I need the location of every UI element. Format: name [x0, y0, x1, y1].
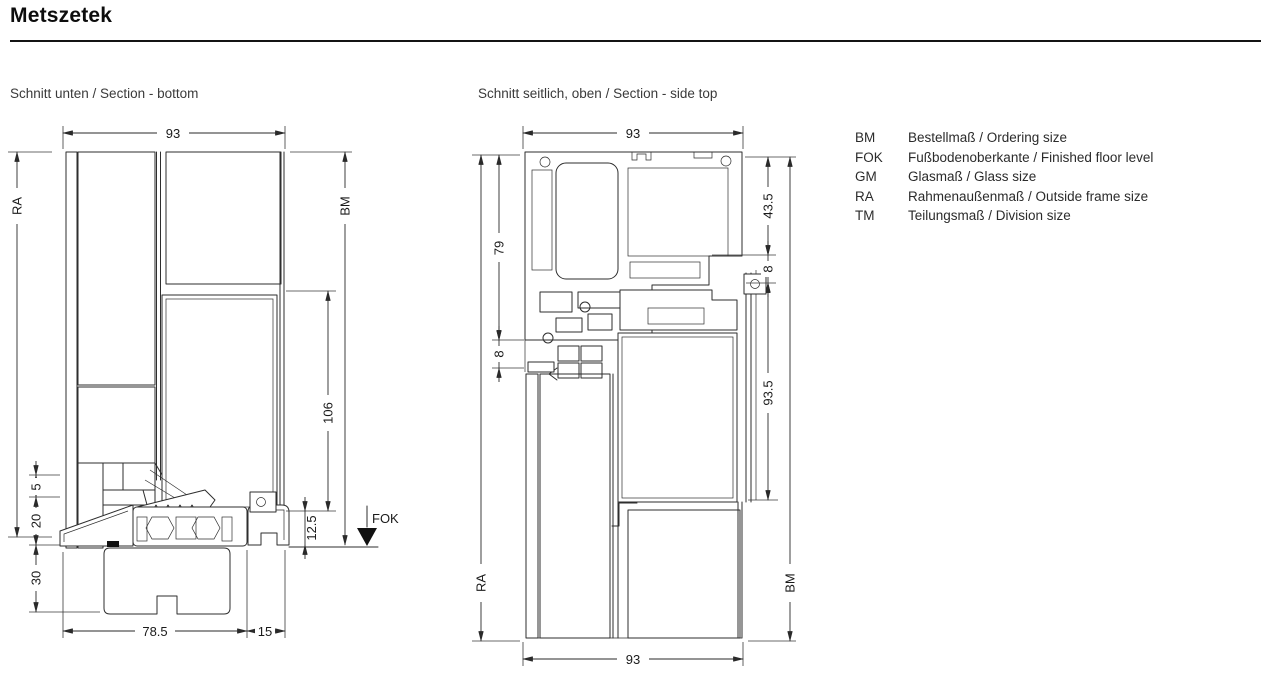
- lower-panel: [628, 510, 740, 638]
- dim-label: 30: [28, 570, 44, 586]
- insulation-panel: [540, 374, 610, 638]
- dim-label: 20: [28, 513, 44, 529]
- legend-label: Rahmenaußenmaß / Outside frame size: [908, 188, 1149, 204]
- dim-label: 93: [625, 126, 641, 141]
- anchor-piece: [528, 362, 554, 372]
- legend-abbr: TM: [855, 208, 875, 224]
- glass-unit: [162, 295, 277, 511]
- bottom-section-heading: Schnitt unten / Section - bottom: [10, 86, 199, 101]
- legend-abbr: BM: [855, 130, 876, 145]
- dim-label: 5: [28, 483, 44, 491]
- dim-label: BM: [782, 573, 798, 593]
- fok-label: FOK: [372, 511, 399, 526]
- dim-label: 93: [625, 652, 641, 667]
- dim-width-top: [63, 126, 285, 149]
- dim-label: BM: [337, 196, 353, 216]
- dim-label: 12.5: [304, 515, 319, 541]
- legend-abbr: RA: [855, 188, 874, 204]
- dim-ra: [472, 155, 520, 641]
- dim-label: 78.5: [142, 624, 168, 639]
- insulation-panel: [78, 152, 155, 385]
- seal-block: [107, 541, 119, 547]
- dim-label: 43.5: [760, 193, 776, 219]
- dim-label: 15: [257, 624, 273, 639]
- legend-label: Bestellmaß / Ordering size: [908, 130, 1068, 145]
- dim-sill-offset: [304, 497, 319, 559]
- wall-hatch-strip: [66, 152, 77, 548]
- dim-width-bottom: [523, 642, 743, 667]
- threshold-profile: [60, 490, 289, 547]
- side-top-section-drawing: [472, 126, 798, 667]
- side-top-section-heading: Schnitt seitlich, oben / Section - side top: [478, 86, 718, 101]
- dim-label: 8: [760, 265, 776, 273]
- dim-label: RA: [473, 573, 489, 593]
- legend-label: Fußbodenoberkante / Finished floor level: [908, 149, 1154, 165]
- dim-label: 93: [165, 126, 181, 141]
- dim-label: 79: [491, 240, 507, 256]
- dim-bm: [290, 152, 353, 545]
- dim-label: 93.5: [760, 380, 776, 406]
- wall-hatch-strip: [526, 374, 538, 638]
- fok-marker: [357, 506, 399, 546]
- dim-width-top: [523, 126, 743, 149]
- dim-gap-left: [492, 326, 525, 382]
- legend-abbr: FOK: [855, 149, 883, 165]
- dim-label: 8: [491, 350, 507, 358]
- dim-frame-height: [492, 155, 525, 340]
- bottom-section-drawing: [8, 126, 399, 639]
- subframe-profile: [104, 548, 230, 614]
- upper-panel: [166, 152, 281, 284]
- page-title: Metszetek: [10, 4, 113, 27]
- dim-glass-height: [286, 291, 336, 511]
- legend-abbr: GM: [855, 169, 877, 185]
- legend-label: Teilungsmaß / Division size: [908, 208, 1071, 224]
- dim-label: RA: [9, 196, 25, 216]
- dim-sash-height: [748, 283, 778, 500]
- glass-unit: [612, 333, 737, 526]
- dim-label: 106: [320, 402, 336, 424]
- legend-label: Glasmaß / Glass size: [908, 169, 1037, 185]
